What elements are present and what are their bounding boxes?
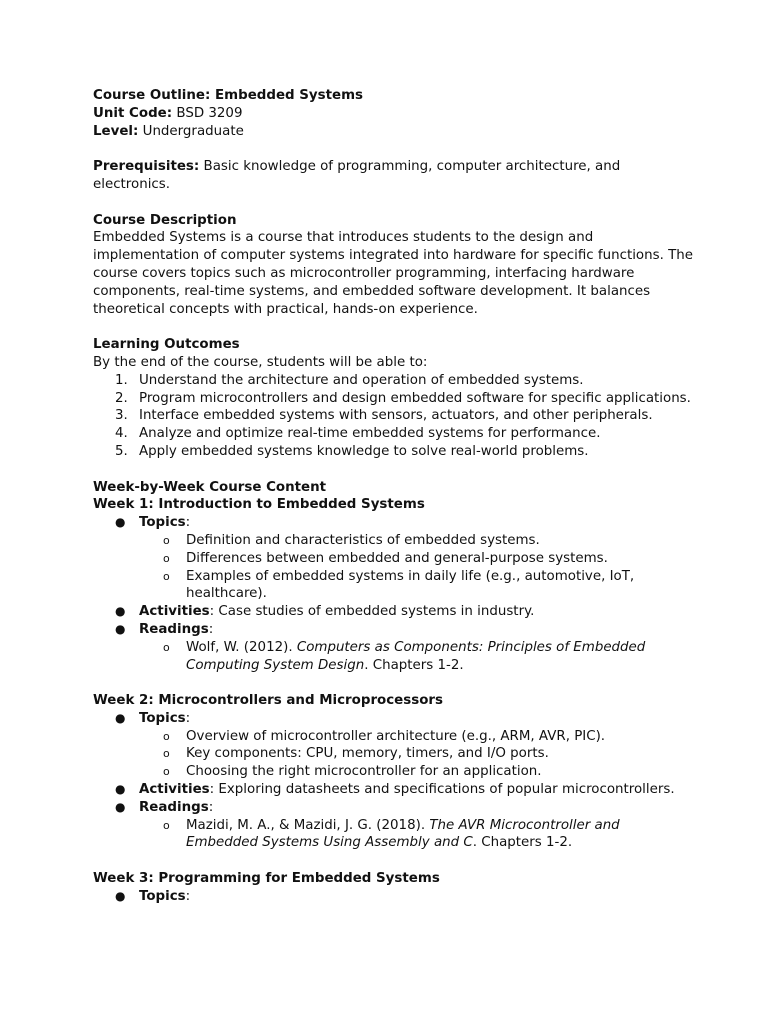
list-item: o Differences between embedded and general-purpose systems. — [163, 550, 608, 566]
circle-bullet-icon: o — [163, 551, 170, 565]
bullet-icon: ● — [115, 604, 126, 619]
circle-bullet-icon: o — [163, 569, 170, 583]
list-item: o Mazidi, M. A., & Mazidi, J. G. (2018). The AVR Microcontroller and Embedded Systems Using Assembly and C. Chapters 1-2. — [163, 817, 620, 851]
list-item: o Wolf, W. (2012). Computers as Components: Principles of Embedded Computing System Design. Chapters 1-2. — [163, 639, 646, 673]
week-3-title: Week 3: Programming for Embedded Systems — [93, 871, 440, 887]
bullet-icon: ● — [115, 888, 126, 903]
course-description-heading: Course Description — [93, 212, 237, 228]
level-line: Level: Undergraduate — [93, 123, 244, 139]
list-item: o Definition and characteristics of embedded systems. — [163, 532, 540, 548]
list-item: 3. Interface embedded systems with sensors, actuators, and other peripherals. — [115, 408, 653, 424]
topics-item: ● Topics: — [115, 888, 191, 904]
week-2-title: Week 2: Microcontrollers and Microprocessors — [93, 693, 443, 709]
learning-outcomes-heading: Learning Outcomes — [93, 337, 240, 353]
readings-item: ● Readings: o Mazidi, M. A., & Mazidi, J. G. (2018). The AVR Microcontroller and Embedded Systems Using Assembly and C. Chapters 1-2. — [93, 799, 693, 852]
list-item: o Choosing the right microcontroller for an application. — [163, 764, 542, 780]
unit-code-line: Unit Code: BSD 3209 — [93, 105, 243, 121]
course-description-text: Embedded Systems is a course that introduces students to the design and implementation of computer systems integrated into hardware for specific functions. The course covers topics such as microcontroller programming, interfacing hardware components, real-time systems, and embedded software development. It balances theoretical concepts with practical, hands-on experience. — [93, 230, 693, 317]
circle-bullet-icon: o — [163, 533, 170, 547]
list-item: o Examples of embedded systems in daily life (e.g., automotive, IoT, healthcare). — [163, 568, 635, 602]
learning-outcomes-intro: By the end of the course, students will be able to: — [93, 354, 428, 370]
week-1-list — [93, 514, 693, 674]
bullet-icon: ● — [115, 621, 126, 636]
list-item: 1. Understand the architecture and operation of embedded systems. — [115, 372, 584, 388]
bullet-icon: ● — [115, 799, 126, 814]
document-page — [93, 87, 693, 906]
course-content-heading: Week-by-Week Course Content — [93, 479, 327, 495]
topics-item: ● Topics: o Definition and characteristics of embedded systems. o Differences between embedded and general-purpose systems. o Examples of embedded systems in daily life (e.g., automotive, IoT, healthcare). — [93, 514, 693, 603]
readings-item: ● Readings: o Wolf, W. (2012). Computers as Components: Principles of Embedded Computing System Design. Chapters 1-2. — [93, 621, 693, 674]
list-item: 5. Apply embedded systems knowledge to solve real-world problems. — [115, 443, 589, 459]
circle-bullet-icon: o — [163, 765, 170, 779]
course-title: Course Outline: Embedded Systems — [93, 88, 364, 103]
activities-item: ● Activities: Exploring datasheets and specifications of popular microcontrollers. — [115, 782, 675, 798]
bullet-icon: ● — [115, 515, 126, 530]
week-1-title: Week 1: Introduction to Embedded Systems — [93, 497, 425, 513]
week-2-list — [93, 710, 693, 852]
list-item: o Overview of microcontroller architecture (e.g., ARM, AVR, PIC). — [163, 728, 606, 744]
week-3-list — [93, 888, 693, 906]
list-item: 2. Program microcontrollers and design embedded software for specific applications. — [115, 390, 691, 406]
bullet-icon: ● — [115, 782, 126, 797]
list-item: o Key components: CPU, memory, timers, and I/O ports. — [163, 746, 549, 762]
list-item: 4. Analyze and optimize real-time embedded systems for performance. — [115, 426, 601, 442]
bullet-icon: ● — [115, 710, 126, 725]
circle-bullet-icon: o — [163, 729, 170, 743]
circle-bullet-icon: o — [163, 747, 170, 761]
circle-bullet-icon: o — [163, 640, 170, 654]
activities-item: ● Activities: Case studies of embedded systems in industry. — [115, 604, 535, 620]
prerequisites: Prerequisites: Basic knowledge of programming, computer architecture, and electronics. — [93, 159, 621, 192]
circle-bullet-icon: o — [163, 818, 170, 832]
topics-item: ● Topics: o Overview of microcontroller architecture (e.g., ARM, AVR, PIC). o Key components: CPU, memory, timers, and I/O ports. o Choosing the right microcontroller for an application. — [93, 710, 693, 781]
learning-outcomes-list — [93, 372, 693, 461]
